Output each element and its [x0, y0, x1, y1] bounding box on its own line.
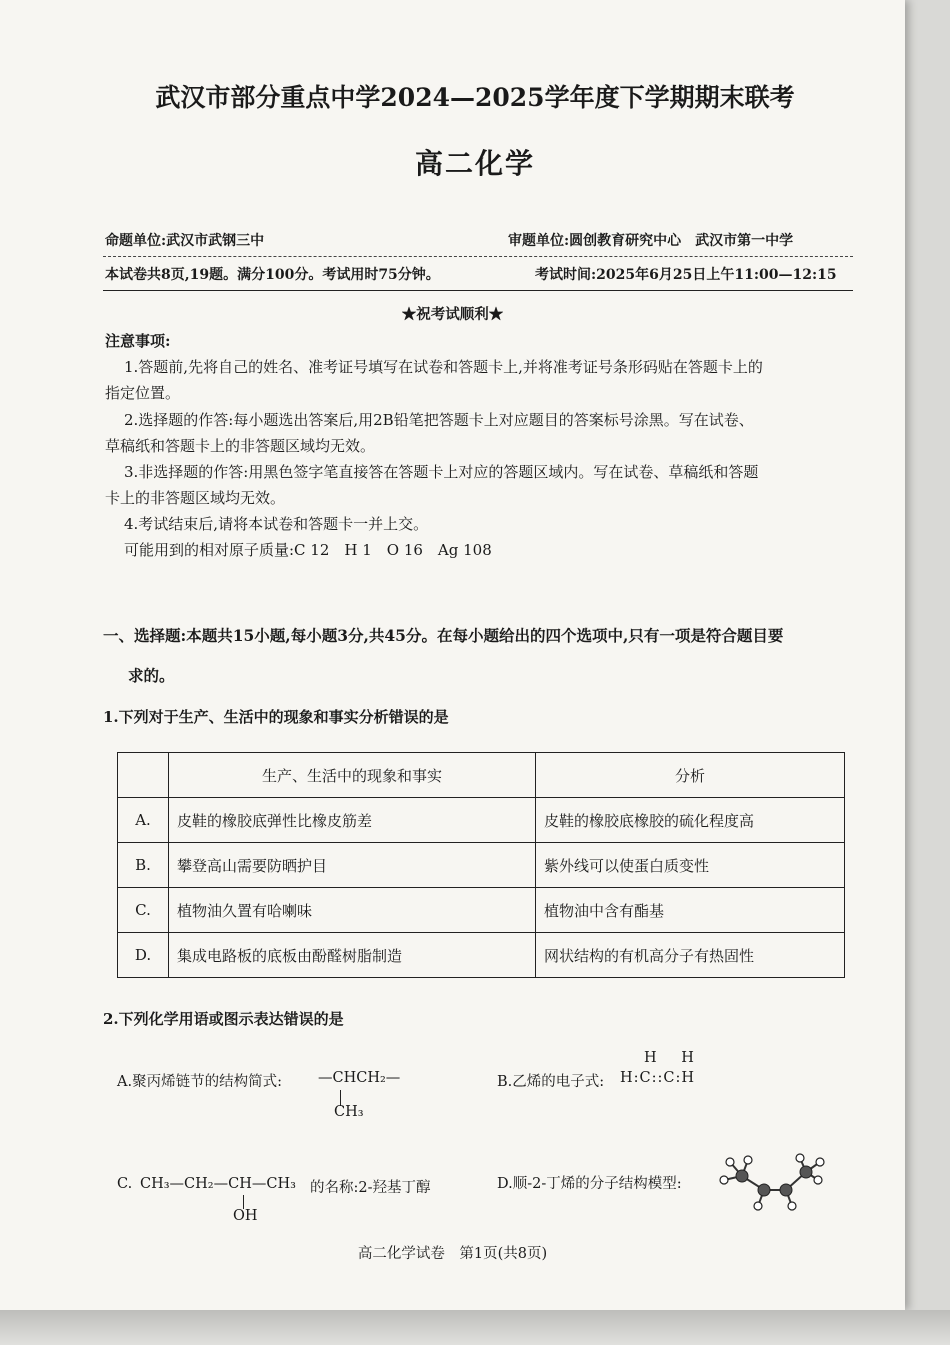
note-line: 4.考试结束后,请将本试卷和答题卡一并上交。: [124, 515, 429, 533]
author-unit: 命题单位:武汉市武钢三中: [105, 233, 265, 249]
option-c-label: C.: [117, 1176, 133, 1192]
option-d-label: D.顺-2-丁烯的分子结构模型:: [497, 1176, 682, 1192]
question-2-stem: 2.下列化学用语或图示表达错误的是: [103, 1010, 344, 1028]
question-1-stem: 1.下列对于生产、生活中的现象和事实分析错误的是: [103, 708, 449, 726]
molecule-model-icon: [712, 1148, 827, 1218]
review-unit: 审题单位:圆创教育研究中心 武汉市第一中学: [508, 233, 794, 249]
note-line: 1.答题前,先将自己的姓名、准考证号填写在试卷和答题卡上,并将准考证号条形码贴在答题卡上的: [124, 358, 763, 376]
note-line: 3.非选择题的作答:用黑色签字笔直接答在答题卡上对应的答题区域内。写在试卷、草稿纸和答题: [124, 463, 759, 481]
subject-title: 高二化学: [414, 147, 535, 180]
exam-title: 武汉市部分重点中学2024—2025学年度下学期期末联考: [155, 83, 795, 112]
question-1-table: [117, 752, 845, 978]
table-row: B. 攀登高山需要防晒护目 紫外线可以使蛋白质变性: [118, 843, 845, 888]
note-line: 草稿纸和答题卡上的非答题区域均无效。: [105, 437, 376, 455]
note-line: 指定位置。: [105, 384, 181, 402]
page-footer: 高二化学试卷 第1页(共8页): [357, 1246, 548, 1262]
option-b-top-atoms: H H: [644, 1050, 704, 1066]
option-a-label: A.聚丙烯链节的结构简式:: [117, 1074, 282, 1090]
blessing: ★祝考试顺利★: [401, 306, 504, 323]
table-row: A. 皮鞋的橡胶底弹性比橡皮筋差 皮鞋的橡胶底橡胶的硫化程度高: [118, 798, 845, 843]
notes-title: 注意事项:: [105, 332, 171, 350]
table-row: C. 植物油久置有哈喇味 植物油中含有酯基: [118, 888, 845, 933]
atomic-masses: 可能用到的相对原子质量:C 12 H 1 O 16 Ag 108: [124, 541, 492, 559]
header-divider: [103, 256, 853, 257]
page-bottom-edge: [0, 1310, 950, 1345]
table-header-analysis: 分析: [536, 753, 845, 798]
table-row: D. 集成电路板的底板由酚醛树脂制造 网状结构的有机高分子有热固性: [118, 933, 845, 978]
paper-info: 本试卷共8页,19题。满分100分。考试用时75分钟。: [105, 267, 440, 283]
option-c-substituent: OH: [233, 1208, 258, 1224]
section-heading: 一、选择题:本题共15小题,每小题3分,共45分。在每小题给出的四个选项中,只有一项是符合题目要: [103, 626, 784, 645]
option-a-substituent: CH₃: [334, 1104, 364, 1120]
section-heading-cont: 求的。: [128, 666, 175, 685]
table-header-fact: 生产、生活中的现象和事实: [169, 753, 536, 798]
option-c-text: 的名称:2-羟基丁醇: [310, 1180, 431, 1196]
info-divider: [103, 290, 853, 291]
exam-time: 考试时间:2025年6月25日上午11:00—12:15: [535, 267, 837, 283]
note-line: 2.选择题的作答:每小题选出答案后,用2B铅笔把答题卡上对应题目的答案标号涂黑。写在试卷、: [124, 411, 754, 429]
option-b-label: B.乙烯的电子式:: [497, 1074, 605, 1090]
option-a-formula: —CHCH₂—: [318, 1070, 401, 1086]
option-c-formula: CH₃—CH₂—CH—CH₃: [140, 1176, 296, 1192]
option-b-formula: H:C::C:H: [620, 1070, 696, 1086]
note-line: 卡上的非答题区域均无效。: [105, 489, 286, 507]
bond-line: [243, 1195, 244, 1209]
